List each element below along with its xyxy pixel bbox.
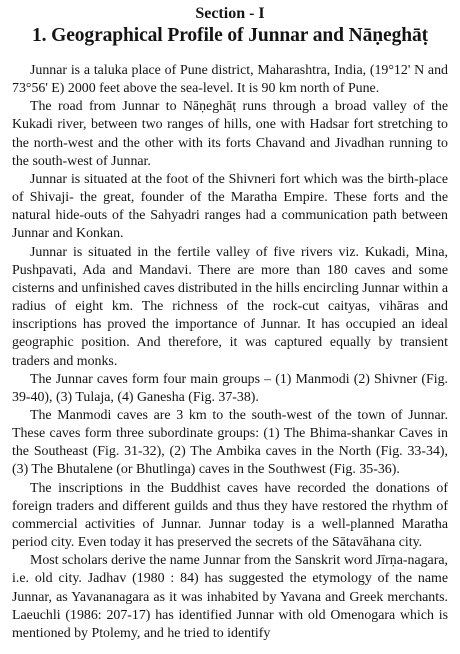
paragraph: Most scholars derive the name Junnar from the Sanskrit word Jīrṇa-nagara, i.e. old city. Jadhav (1980 : 84) has suggested the etymology of the name Junnar, as Yavananagara as it was inhabited by Yavana and Greek merchants. Laeuchli (1986: 207-17) has identified Junnar with old Omenogara which is mentioned by Ptolemy, and he tried to identify [12, 553, 448, 641]
document-page [12, 4, 448, 643]
paragraph: The Manmodi caves are 3 km to the south-west of the town of Junnar. These caves form three subordinate groups: (1) The Bhima-shankar Caves in the Southeast (Fig. 31-32), (2) The Ambika caves in the North (Fig. 33-34), (3) The Bhutalene (or Bhutlinga) caves in the Southwest (Fig. 35-36). [12, 407, 448, 478]
paragraph: Junnar is a taluka place of Pune district, Maharashtra, India, (19°12' N and 73°56' E) 2000 feet above the sea-level. It is 90 km north of Pune. [12, 63, 448, 97]
paragraph: The road from Junnar to Nāṇeghāṭ runs through a broad valley of the Kukadi river, between two ranges of hills, one with Hadsar fort stretching to the north-west and the other with its forts Chavand and Jivadhan running to the south-west of Junnar. [12, 99, 448, 169]
paragraph: The inscriptions in the Buddhist caves have recorded the donations of foreign traders and different guilds and thus they have restored the rhythm of commercial activities of Junnar. Junnar today is a well-planned Maratha period city. Even today it has preserved the secrets of the Sātavāhana city. [12, 480, 448, 551]
paragraph: Junnar is situated at the foot of the Shivneri fort which was the birth-place of Shivaji- the great, founder of the Maratha Empire. These forts and the natural hide-outs of the Sahyadri ranges had a communication path between Junnar and Konkan. [12, 171, 448, 242]
document-body [12, 62, 448, 643]
section-label: Section - I [195, 5, 265, 22]
paragraph: Junnar is situated in the fertile valley of five rivers viz. Kukadi, Mina, Pushpavati, Ada and Mandavi. There are more than 180 caves and some cisterns and unfinished caves distributed in the hills encircling Junnar within a radius of eight km. The richness of the rock-cut caityas, vihāras and inscriptions has proved the importance of Junnar. It has occupied an ideal geographic position. And therefore, it was captured equally by transient traders and monks. [12, 244, 448, 369]
section-title: 1. Geographical Profile of Junnar and Nāṇeghāṭ [31, 25, 429, 46]
paragraph: The Junnar caves form four main groups – (1) Manmodi (2) Shivner (Fig. 39-40), (3) Tulaja, (4) Ganesha (Fig. 37-38). [12, 371, 448, 405]
